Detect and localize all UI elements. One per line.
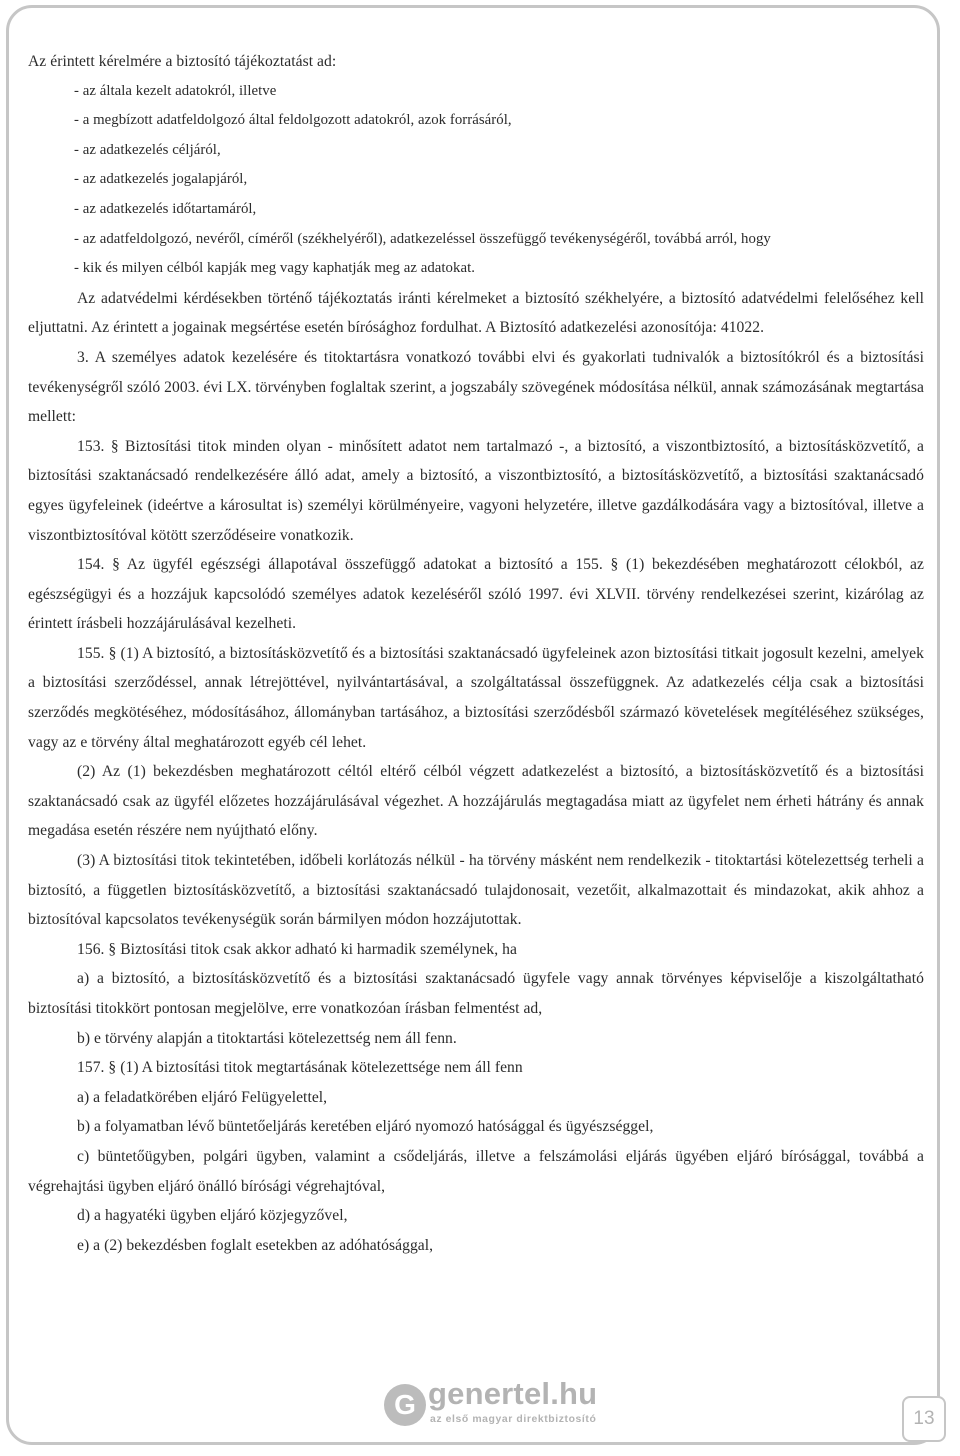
list-item: - az adatkezelés jogalapjáról, xyxy=(74,171,248,188)
paragraph-157-b: b) a folyamatban lévő büntetőeljárás keretében eljáró nyomozó hatósággal és ügyészséggel, xyxy=(77,1118,654,1136)
paragraph-155-2: (2) Az (1) bekezdésben meghatározott céltól eltérő célból végzett adatkezelést a biztosító, a biztosításközvetítő és a biztosítási szaktanácsadó csak az ügyfél előzetes hozzájárulásával végezhet. A hozzájárulás megtagadása miatt az ügyfelet nem érheti hátrány és annak megadása esetén részére nem nyújtható előny. xyxy=(28,763,924,840)
paragraph-157-d: d) a hagyatéki ügyben eljáró közjegyzővel, xyxy=(77,1207,348,1225)
paragraph-154: 154. § Az ügyfél egészségi állapotával összefüggő adatokat a biztosító a 155. § (1) bekezdésében meghatározott célokból, az egészségügyi és a hozzájuk kapcsolódó személyes adatok kezeléséről szóló 1997. évi XLVII. törvény rendelkezései szerint, kizárólag az érintett írásbeli hozzájárulásával kezelheti. xyxy=(28,556,924,633)
list-item: - az adatfeldolgozó, nevéről, címéről (székhelyéről), adatkezeléssel összefüggő tevékenységéről, továbbá arról, hogy xyxy=(74,230,771,247)
logo-name: genertel.hu xyxy=(428,1376,598,1411)
paragraph-157-c: c) büntetőügyben, polgári ügyben, valamint a csődeljárás, illetve a felszámolási eljárás ügyében eljáró bírósággal, továbbá a végrehajtási ügyben eljáró önálló bírósági végrehajtóval, xyxy=(28,1147,924,1195)
intro-text: Az érintett kérelmére a biztosító tájékoztatást ad: xyxy=(28,53,337,70)
genertel-logo xyxy=(384,1376,620,1432)
genertel-logo-icon xyxy=(384,1384,426,1426)
page-number: 13 xyxy=(902,1396,946,1442)
paragraph-157-a: a) a feladatkörében eljáró Felügyelettel, xyxy=(77,1088,328,1106)
document-body xyxy=(28,47,924,1260)
paragraph-request: Az adatvédelmi kérdésekben történő tájékoztatás iránti kérelmeket a biztosító székhelyére, a biztosító adatvédelmi felelőséhez kell eljuttatni. Az érintett a jogainak megsértése esetén bírósághoz fordulhat. A Biztosító adatkezelési azonosítója: 41022. xyxy=(28,289,924,337)
logo-letter: G xyxy=(394,1389,416,1420)
paragraph-155-1: 155. § (1) A biztosító, a biztosításközvetítő és a biztosítási szaktanácsadó ügyfeleinek azon biztosítási titkait jogosult kezelni, amelyek a biztosítási szerződéssel, annak létrejöttével, nyilvántartásával, a szolgáltatással összefüggnek. Az adatkezelés célja csak a biztosítási szerződés megkötéséhez, módosításához, állományban tartásához, a biztosítási szerződésből származó követelések megítéléséhez szükséges, vagy az e törvény által meghatározott egyéb cél lehet. xyxy=(28,644,924,751)
paragraph-153: 153. § Biztosítási titok minden olyan - minősített adatot nem tartalmazó -, a biztosító, a viszontbiztosító, a biztosításközvetítő, a biztosítási szaktanácsadó rendelkezésére álló adat, amely a biztosító, a viszontbiztosító, a biztosításközvetítő, a biztosítási szaktanácsadó egyes ügyfeleinek (ideértve a károsultat is) személyi körülményeire, vagyoni helyzetére, illetve gazdálkodására vagy a biztosítóval, illetve a viszontbiztosítóval kötött szerződéseire vonatkozik. xyxy=(28,437,924,544)
list-item: - az adatkezelés időtartamáról, xyxy=(74,200,257,217)
paragraph-156-a: a) a biztosító, a biztosításközvetítő és a biztosítási szaktanácsadó ügyfele vagy annak törvényes képviselője a kiszolgáltatható biztosítási titokkört pontosan megjelölve, erre vonatkozóan írásban felmentést ad, xyxy=(28,970,924,1017)
paragraph-156: 156. § Biztosítási titok csak akkor adható ki harmadik személynek, ha xyxy=(77,940,517,958)
paragraph-3: 3. A személyes adatok kezelésére és titoktartásra vonatkozó további elvi és gyakorlati tudnivalók a biztosítókról és a biztosítási tevékenységről szóló 2003. évi LX. törvényben foglaltak szerint, a jogszabály szövegének módosítása nélkül, annak számozásának megtartása mellett: xyxy=(28,348,924,426)
list-item: - a megbízott adatfeldolgozó által feldolgozott adatokról, azok forrásáról, xyxy=(74,112,512,129)
list-item: - az általa kezelt adatokról, illetve xyxy=(74,82,277,99)
list-item: - az adatkezelés céljáról, xyxy=(74,141,221,158)
paragraph-157-e: e) a (2) bekezdésben foglalt esetekben az adóhatósággal, xyxy=(77,1236,434,1254)
logo-tagline: az első magyar direktbiztosító xyxy=(430,1414,597,1425)
paragraph-155-3: (3) A biztosítási titok tekintetében, időbeli korlátozás nélkül - ha törvény másként nem rendelkezik - titoktartási kötelezettség terheli a biztosító, a független biztosításközvetítő, a biztosítási szaktanácsadó tulajdonosait, vezetőit, alkalmazottait és mindazokat, akik ahhoz a biztosítóval kapcsolatos tevékenységük során bármilyen módon hozzájutottak. xyxy=(28,852,924,929)
info-list xyxy=(28,77,924,284)
paragraph-156-b: b) e törvény alapján a titoktartási kötelezettség nem áll fenn. xyxy=(77,1029,457,1047)
list-item: - kik és milyen célból kapják meg vagy kaphatják meg az adatokat. xyxy=(74,260,475,277)
paragraph-157: 157. § (1) A biztosítási titok megtartásának kötelezettsége nem áll fenn xyxy=(77,1059,523,1077)
